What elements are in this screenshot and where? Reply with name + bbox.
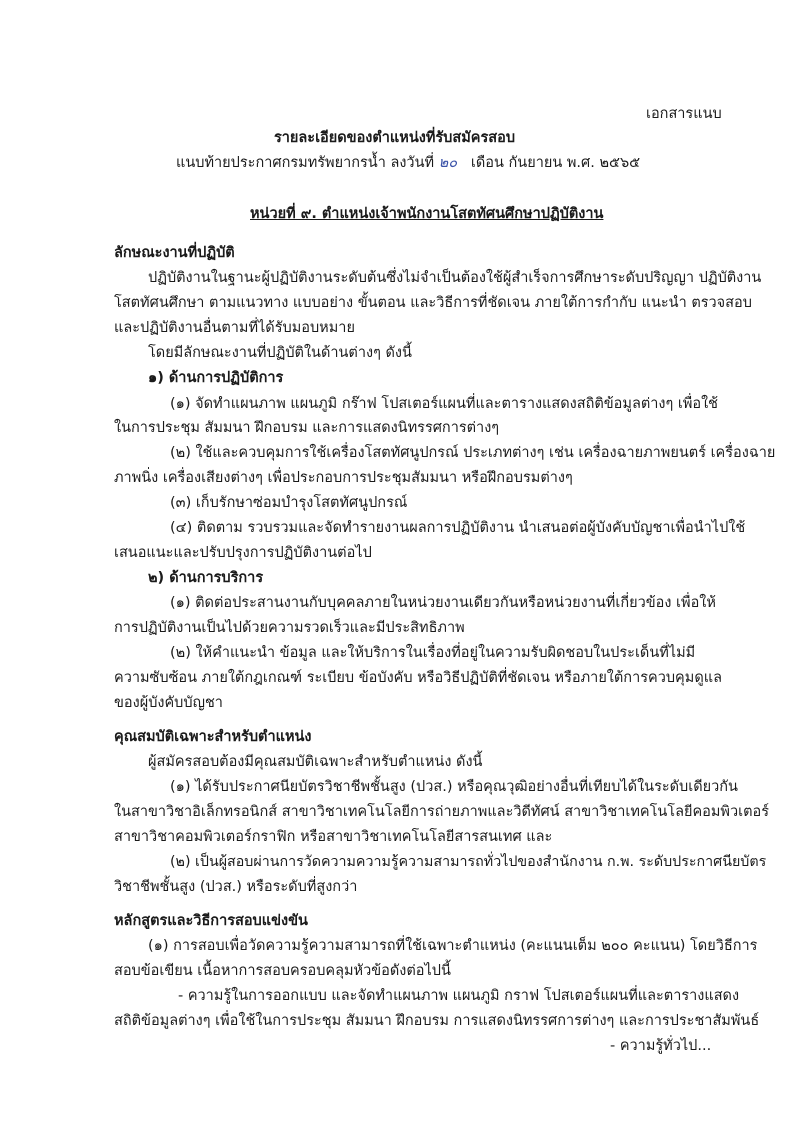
- services-item: ของผู้บังคับบัญชา: [114, 695, 223, 711]
- qualifications-intro: ผู้สมัครสอบต้องมีคุณสมบัติเฉพาะสำหรับตำแหน่ง ดังนี้: [148, 754, 483, 770]
- job-nature-heading: ลักษณะงานที่ปฏิบัติ: [114, 245, 235, 261]
- operations-item: (๑) จัดทำแผนภาพ แผนภูมิ กร๊าฟ โปสเตอร์แผนที่และตารางแสดงสถิติข้อมูลต่างๆ เพื่อใช้: [170, 396, 719, 412]
- services-item: (๑) ติดต่อประสานงานกับบุคคลภายในหน่วยงานเดียวกันหรือหน่วยงานที่เกี่ยวข้อง เพื่อให้: [170, 595, 716, 611]
- document-title: รายละเอียดของตำแหน่งที่รับสมัครสอบ: [274, 130, 516, 146]
- attachment-label: เอกสารแนบ: [646, 106, 722, 122]
- document-subtitle: [176, 153, 640, 173]
- services-item: การปฏิบัติงานเป็นไปด้วยความรวดเร็วและมีประสิทธิภาพ: [114, 620, 465, 636]
- qualifications-line: (๒) เป็นผู้สอบผ่านการวัดความความรู้ความสามารถทั่วไปของสำนักงาน ก.พ. ระดับประกาศนียบัตร: [170, 854, 767, 870]
- exam-heading: หลักสูตรและวิธีการสอบแข่งขัน: [114, 913, 308, 929]
- qualifications-line: (๑) ได้รับประกาศนียบัตรวิชาชีพชั้นสูง (ปวส.) หรือคุณวุฒิอย่างอื่นที่เทียบได้ในระดับเดียวกัน: [170, 779, 738, 795]
- unit-heading: หน่วยที่ ๙. ตำแหน่งเจ้าพนักงานโสตทัศนศึกษาปฏิบัติงาน: [250, 206, 604, 222]
- exam-line: สถิติข้อมูลต่างๆ เพื่อใช้ในการประชุม สัมมนา ฝึกอบรม การแสดงนิทรรศการต่างๆ และการประชาสัมพันธ์: [114, 1013, 760, 1029]
- continued-text: - ความรู้ทั่วไป...: [610, 1038, 712, 1054]
- services-heading: ๒) ด้านการบริการ: [148, 570, 264, 586]
- operations-item: (๒) ใช้และควบคุมการใช้เครื่องโสตทัศนูปกรณ์ ประเภทต่างๆ เช่น เครื่องฉายภาพยนตร์ เครื่องฉาย: [170, 445, 776, 461]
- operations-item: เสนอแนะและปรับปรุงการปฏิบัติงานต่อไป: [114, 545, 372, 561]
- exam-line: (๑) การสอบเพื่อวัดความรู้ความสามารถที่ใช้เฉพาะตำแหน่ง (คะแนนเต็ม ๒๐๐ คะแนน) โดยวิธีการ: [148, 938, 758, 954]
- handwritten-day: ๒๐: [438, 155, 458, 171]
- areas-intro: โดยมีลักษณะงานที่ปฏิบัติในด้านต่างๆ ดังนี้: [148, 345, 412, 361]
- qualifications-heading: คุณสมบัติเฉพาะสำหรับตำแหน่ง: [114, 729, 312, 745]
- services-item: ความซับซ้อน ภายใต้กฎเกณฑ์ ระเบียบ ข้อบังคับ หรือวิธีปฏิบัติที่ชัดเจน หรือภายใต้การควบคุมดูแล: [114, 670, 722, 686]
- operations-item: ในการประชุม สัมมนา ฝึกอบรม และการแสดงนิทรรศการต่างๆ: [114, 420, 500, 436]
- qualifications-line: วิชาชีพชั้นสูง (ปวส.) หรือระดับที่สูงกว่า: [114, 879, 358, 895]
- subtitle-suffix: เดือน กันยายน พ.ศ. ๒๕๖๕: [470, 155, 641, 171]
- services-item: (๒) ให้คำแนะนำ ข้อมูล และให้บริการในเรื่องที่อยู่ในความรับผิดชอบในประเด็นที่ไม่มี: [170, 645, 696, 661]
- operations-item: ภาพนิ่ง เครื่องเสียงต่างๆ เพื่อประกอบการประชุมสัมมนา หรือฝึกอบรมต่างๆ: [114, 470, 573, 486]
- operations-item: (๓) เก็บรักษาซ่อมบำรุงโสตทัศนูปกรณ์: [170, 495, 408, 511]
- job-nature-intro-line: ปฏิบัติงานในฐานะผู้ปฏิบัติงานระดับต้นซึ่งไม่จำเป็นต้องใช้ผู้สำเร็จการศึกษาระดับปริญญา ปฏิบัติงาน: [148, 270, 762, 286]
- operations-item: (๔) ติดตาม รวบรวมและจัดทำรายงานผลการปฏิบัติงาน นำเสนอต่อผู้บังคับบัญชาเพื่อนำไปใช้: [170, 520, 746, 536]
- operations-heading: ๑) ด้านการปฏิบัติการ: [148, 370, 284, 386]
- exam-line: - ความรู้ในการออกแบบ และจัดทำแผนภาพ แผนภูมิ กราฟ โปสเตอร์แผนที่และตารางแสดง: [178, 988, 740, 1004]
- exam-line: สอบข้อเขียน เนื้อหาการสอบครอบคลุมหัวข้อดังต่อไปนี้: [114, 963, 451, 979]
- qualifications-line: ในสาขาวิชาอิเล็กทรอนิกส์ สาขาวิชาเทคโนโลยีการถ่ายภาพและวิดีทัศน์ สาขาวิชาเทคโนโลยีคอมพิวเตอร์: [114, 804, 769, 820]
- subtitle-prefix: แนบท้ายประกาศกรมทรัพยากรน้ำ ลงวันที่: [176, 155, 435, 171]
- qualifications-line: สาขาวิชาคอมพิวเตอร์กราฟิก หรือสาขาวิชาเทคโนโลยีสารสนเทศ และ: [114, 829, 553, 845]
- job-nature-intro-line: และปฏิบัติงานอื่นตามที่ได้รับมอบหมาย: [114, 320, 355, 336]
- job-nature-intro-line: โสตทัศนศึกษา ตามแนวทาง แบบอย่าง ขั้นตอน และวิธีการที่ชัดเจน ภายใต้การกำกับ แนะนำ ตรวจสอบ: [114, 295, 752, 311]
